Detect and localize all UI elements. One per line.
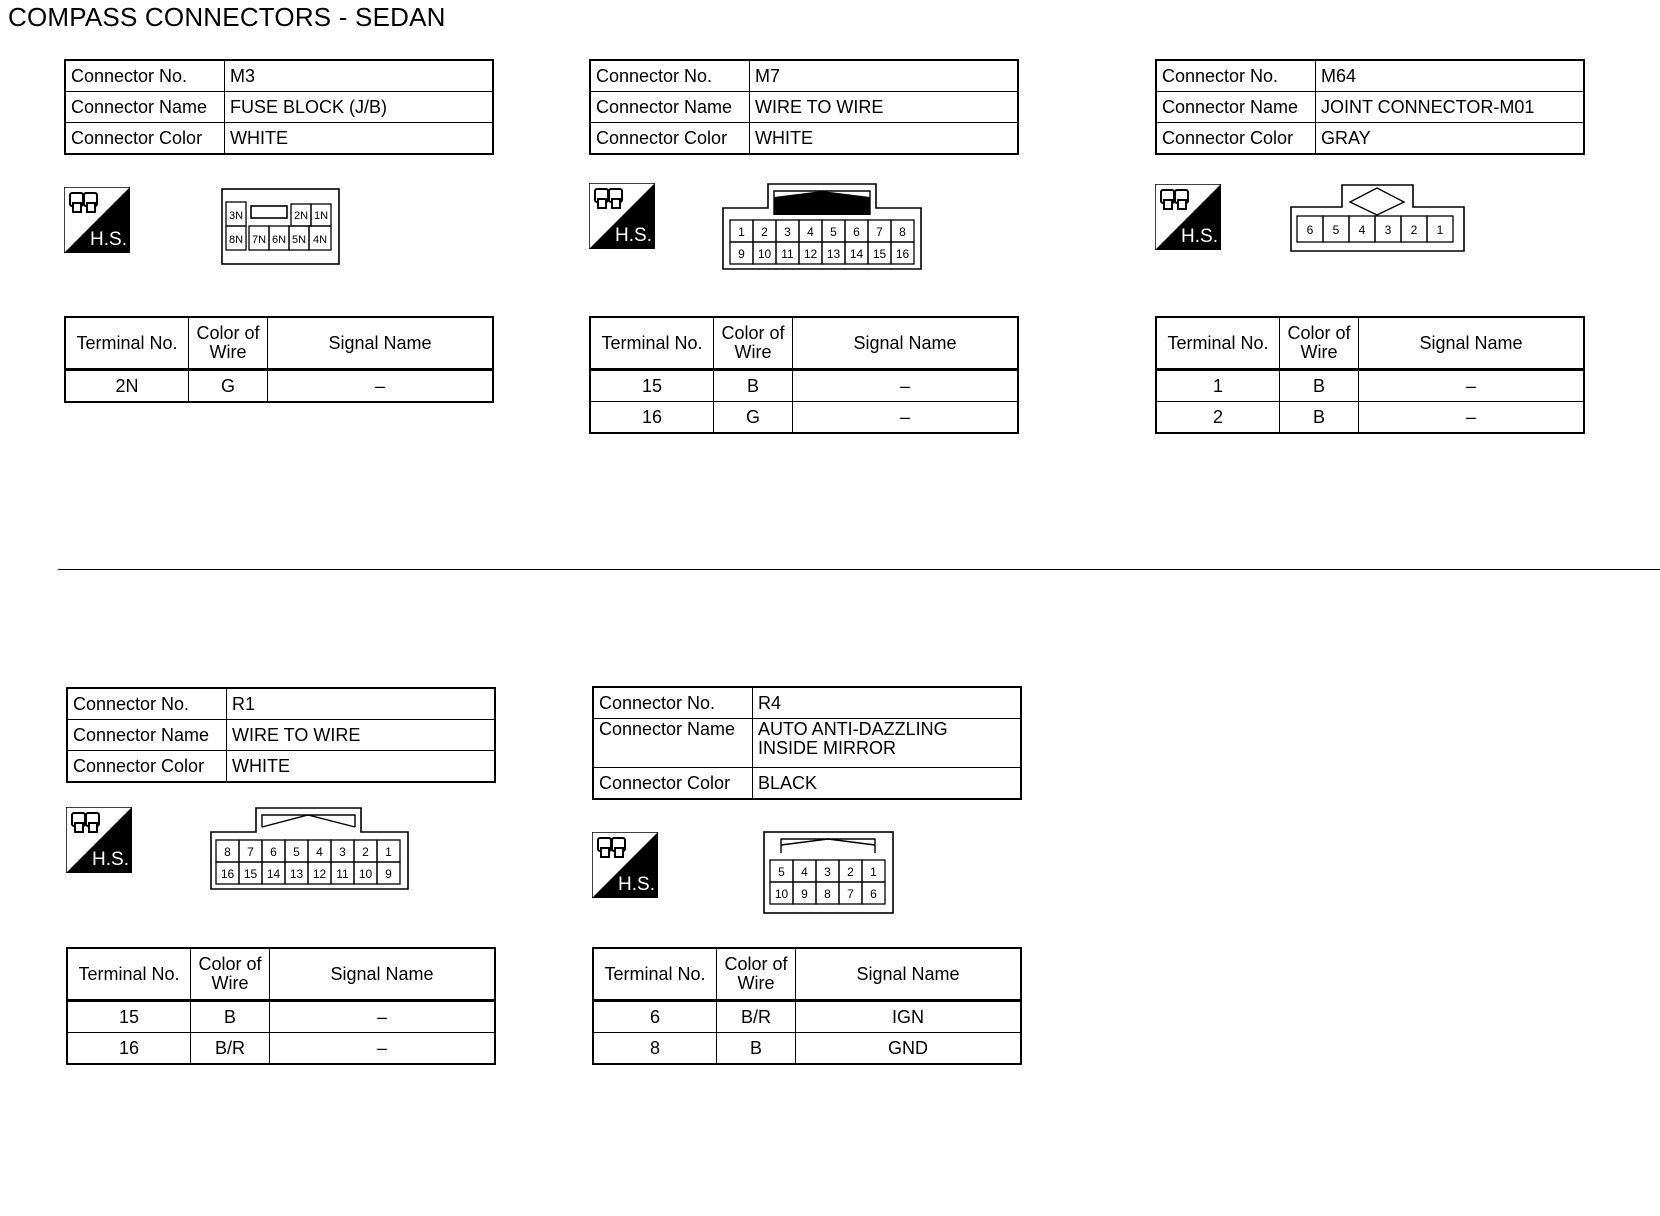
- terminal-table: [592, 947, 1022, 1065]
- signal-name-cell: –: [270, 1033, 496, 1065]
- connector-name-label: Connector Name: [65, 92, 225, 123]
- connector-color-value: WHITE: [227, 751, 496, 783]
- signal-name-header: Signal Name: [796, 948, 1022, 1001]
- pin-label: 1N: [313, 210, 329, 222]
- table-row: [590, 402, 1018, 434]
- connector-no-value: R4: [753, 687, 1022, 719]
- connector-name-label: Connector Name: [590, 92, 750, 123]
- harness-side-icon: [589, 183, 655, 249]
- wire-color-cell: B: [1280, 402, 1359, 434]
- color-of-wire-header: Color of Wire: [714, 317, 793, 370]
- pin-label: 7: [876, 225, 883, 239]
- terminal-no-cell: 6: [593, 1001, 717, 1033]
- table-row: [590, 370, 1018, 402]
- hs-label: H.S.: [618, 874, 655, 895]
- hs-label: H.S.: [1181, 226, 1218, 247]
- connector-info-table: [64, 59, 494, 155]
- pin-label: 13: [289, 867, 304, 881]
- terminal-table: [1155, 316, 1585, 434]
- pin-label: 7N: [251, 234, 267, 246]
- terminal-no-cell: 2: [1156, 402, 1280, 434]
- hs-label: H.S.: [90, 229, 127, 250]
- pin-label: 3: [824, 865, 831, 879]
- terminal-no-cell: 15: [590, 370, 714, 402]
- pin-label: 5: [293, 845, 300, 859]
- connector-color-value: WHITE: [225, 123, 494, 155]
- signal-name-cell: –: [268, 370, 494, 403]
- wire-color-cell: B: [1280, 370, 1359, 402]
- connector-block-r1: [66, 687, 496, 1067]
- table-row: [67, 1033, 495, 1065]
- pin-label: 1: [738, 225, 745, 239]
- table-row: [593, 1001, 1021, 1033]
- connector-color-value: WHITE: [750, 123, 1019, 155]
- pin-label: 12: [803, 247, 818, 261]
- connector-name-line: AUTO ANTI-DAZZLING: [758, 719, 948, 739]
- color-of-wire-header: Color of Wire: [191, 948, 270, 1001]
- connector-name-line: INSIDE MIRROR: [758, 738, 897, 758]
- pin-label: 3N: [228, 210, 244, 222]
- connector-face-diagram: [210, 807, 410, 893]
- pin-label: 6: [870, 887, 877, 901]
- connector-face-diagram: [722, 183, 922, 273]
- hs-label: H.S.: [615, 225, 652, 246]
- connector-name-value: [753, 719, 1022, 768]
- pin-label: 8: [899, 225, 906, 239]
- pin-label: 5N: [291, 234, 307, 246]
- connector-info-table: [66, 687, 496, 783]
- wire-color-cell: B/R: [191, 1033, 270, 1065]
- connector-no-value: M3: [225, 60, 494, 92]
- harness-side-icon: [592, 832, 658, 898]
- signal-name-cell: –: [793, 370, 1019, 402]
- pin-label: 13: [826, 247, 841, 261]
- pin-label: 15: [872, 247, 887, 261]
- connector-no-label: Connector No.: [593, 687, 753, 719]
- connector-block-m7: [589, 59, 1019, 439]
- pin-label: 8N: [228, 234, 244, 246]
- pin-label: 2N: [293, 210, 309, 222]
- connector-face-diagram: [1290, 184, 1465, 254]
- terminal-no-cell: 8: [593, 1033, 717, 1065]
- pin-label: 4: [316, 845, 323, 859]
- pin-label: 7: [847, 887, 854, 901]
- connector-color-label: Connector Color: [1156, 123, 1316, 155]
- wire-color-cell: B: [717, 1033, 796, 1065]
- connector-name-value: JOINT CONNECTOR-M01: [1316, 92, 1585, 123]
- connector-no-label: Connector No.: [590, 60, 750, 92]
- terminal-no-cell: 15: [67, 1001, 191, 1033]
- pin-label: 15: [243, 867, 258, 881]
- connector-block-m3: [64, 59, 494, 404]
- terminal-no-cell: 16: [590, 402, 714, 434]
- connector-name-label: Connector Name: [593, 719, 753, 768]
- harness-side-icon: [64, 187, 130, 253]
- wire-color-cell: B: [191, 1001, 270, 1033]
- connector-no-value: R1: [227, 688, 496, 720]
- hs-label: H.S.: [92, 849, 129, 870]
- pin-label: 14: [849, 247, 864, 261]
- pin-label: 3: [1384, 223, 1392, 237]
- pin-label: 1: [385, 845, 392, 859]
- signal-name-cell: –: [1359, 370, 1585, 402]
- table-row: [67, 1001, 495, 1033]
- harness-side-icon: [66, 807, 132, 873]
- terminal-no-cell: 1: [1156, 370, 1280, 402]
- wire-color-cell: B/R: [717, 1001, 796, 1033]
- signal-name-cell: GND: [796, 1033, 1022, 1065]
- terminal-no-header: Terminal No.: [593, 948, 717, 1001]
- terminal-table: [589, 316, 1019, 434]
- connector-info-table: [1155, 59, 1585, 155]
- pin-label: 6N: [271, 234, 287, 246]
- terminal-no-header: Terminal No.: [1156, 317, 1280, 370]
- pin-label: 4: [1358, 223, 1366, 237]
- connector-info-table: [592, 686, 1022, 800]
- connector-block-m64: [1155, 59, 1585, 439]
- signal-name-header: Signal Name: [270, 948, 496, 1001]
- pin-label: 4N: [312, 234, 328, 246]
- wire-color-cell: B: [714, 370, 793, 402]
- pin-label: 9: [801, 887, 808, 901]
- pin-label: 6: [853, 225, 860, 239]
- pin-label: 8: [824, 887, 831, 901]
- pin-label: 5: [778, 865, 785, 879]
- terminal-no-header: Terminal No.: [590, 317, 714, 370]
- connector-no-label: Connector No.: [67, 688, 227, 720]
- connector-name-value: WIRE TO WIRE: [750, 92, 1019, 123]
- pin-label: 1: [1436, 223, 1444, 237]
- connector-color-value: BLACK: [753, 768, 1022, 800]
- connector-no-value: M64: [1316, 60, 1585, 92]
- pin-label: 4: [807, 225, 814, 239]
- pin-label: 3: [784, 225, 791, 239]
- table-row: [65, 370, 493, 403]
- color-of-wire-header: Color of Wire: [717, 948, 796, 1001]
- terminal-table: [66, 947, 496, 1065]
- pin-label: 2: [1410, 223, 1418, 237]
- pin-label: 5: [830, 225, 837, 239]
- signal-name-cell: –: [793, 402, 1019, 434]
- connector-name-value: FUSE BLOCK (J/B): [225, 92, 494, 123]
- connector-block-r4: [592, 686, 1022, 1066]
- pin-label: 6: [1306, 223, 1314, 237]
- connector-name-label: Connector Name: [1156, 92, 1316, 123]
- signal-name-header: Signal Name: [1359, 317, 1585, 370]
- terminal-no-cell: 16: [67, 1033, 191, 1065]
- connector-no-value: M7: [750, 60, 1019, 92]
- terminal-no-header: Terminal No.: [65, 317, 189, 370]
- terminal-table: [64, 316, 494, 403]
- pin-label: 16: [895, 247, 910, 261]
- page-title: COMPASS CONNECTORS - SEDAN: [8, 2, 446, 32]
- connector-no-label: Connector No.: [65, 60, 225, 92]
- pin-label: 10: [774, 887, 789, 901]
- pin-label: 2: [761, 225, 768, 239]
- pin-label: 4: [801, 865, 808, 879]
- harness-side-icon: [1155, 184, 1221, 250]
- section-divider: [58, 569, 1660, 570]
- connector-color-label: Connector Color: [593, 768, 753, 800]
- color-of-wire-header: Color of Wire: [189, 317, 268, 370]
- pin-label: 8: [224, 845, 231, 859]
- signal-name-header: Signal Name: [793, 317, 1019, 370]
- wire-color-cell: G: [714, 402, 793, 434]
- signal-name-cell: –: [270, 1001, 496, 1033]
- connector-color-value: GRAY: [1316, 123, 1585, 155]
- pin-label: 2: [362, 845, 369, 859]
- connector-face-diagram: [221, 188, 341, 268]
- pin-label: 16: [220, 867, 235, 881]
- connector-face-diagram: [763, 831, 895, 915]
- pin-label: 10: [358, 867, 373, 881]
- connector-name-label: Connector Name: [67, 720, 227, 751]
- pin-label: 11: [336, 867, 349, 881]
- pin-label: 7: [247, 845, 254, 859]
- terminal-no-header: Terminal No.: [67, 948, 191, 1001]
- pin-label: 9: [385, 867, 392, 881]
- pin-label: 1: [870, 865, 877, 879]
- terminal-no-cell: 2N: [65, 370, 189, 403]
- table-row: [593, 1033, 1021, 1065]
- table-row: [1156, 370, 1584, 402]
- connector-name-value: WIRE TO WIRE: [227, 720, 496, 751]
- signal-name-header: Signal Name: [268, 317, 494, 370]
- pin-label: 2: [847, 865, 854, 879]
- connector-no-label: Connector No.: [1156, 60, 1316, 92]
- color-of-wire-header: Color of Wire: [1280, 317, 1359, 370]
- pin-label: 5: [1332, 223, 1340, 237]
- connector-color-label: Connector Color: [67, 751, 227, 783]
- connector-color-label: Connector Color: [590, 123, 750, 155]
- pin-label: 9: [738, 247, 745, 261]
- signal-name-cell: –: [1359, 402, 1585, 434]
- connector-info-table: [589, 59, 1019, 155]
- connector-color-label: Connector Color: [65, 123, 225, 155]
- table-row: [1156, 402, 1584, 434]
- pin-label: 6: [270, 845, 277, 859]
- pin-label: 11: [781, 247, 794, 261]
- wire-color-cell: G: [189, 370, 268, 403]
- pin-label: 12: [312, 867, 327, 881]
- pin-label: 10: [757, 247, 772, 261]
- pin-label: 3: [339, 845, 346, 859]
- pin-label: 14: [266, 867, 281, 881]
- signal-name-cell: IGN: [796, 1001, 1022, 1033]
